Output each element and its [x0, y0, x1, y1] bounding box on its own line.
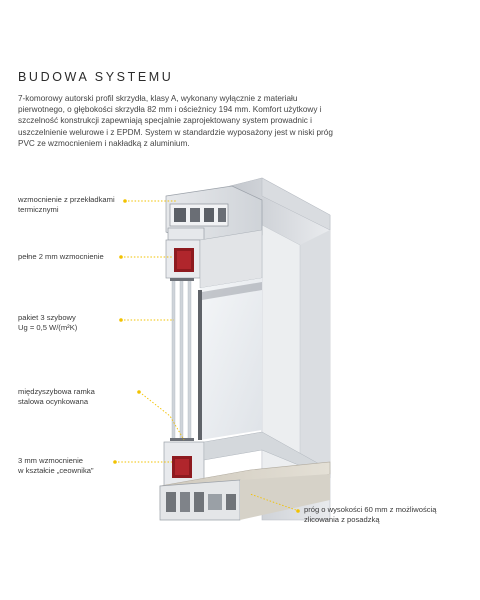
- callout-glazing-label: pakiet 3 szybowy Ug = 0,5 W/(m²K): [18, 313, 78, 332]
- callout-thermal-label: wzmocnienie z przekładkami termicznymi: [18, 195, 115, 214]
- callout-channel-label: 3 mm wzmocnienie w kształcie „ceownika”: [18, 456, 94, 475]
- callout-dot-thermal: [123, 199, 127, 203]
- triple-glazing: [170, 278, 262, 441]
- callout-reinforcement-label: pełne 2 mm wzmocnienie: [18, 252, 104, 261]
- callout-dot-glazing: [119, 318, 123, 322]
- section-title: BUDOWA SYSTEMU: [18, 70, 174, 84]
- callout-line-spacer: [142, 394, 184, 440]
- callout-threshold-label: próg o wysokości 60 mm z możliwością zlicowania z posadzką: [304, 505, 437, 524]
- system-description: 7-komorowy autorski profil skrzydła, klasy A, wykonany wyłącznie z materiału pierwotnego, o głębokości skrzydła 82 mm i ościeżnicy 194 mm. Komfort użytkowy i szczelność konstrukcji zapewniają specjalnie zaprojektowany system prowadnic i uszczelnienie welurowe i z EPDM. System w standardzie wyposażony jest w niski próg PVC ze wzmocnieniem i nakładką z aluminium.: [18, 94, 333, 148]
- callout-dot-spacer: [137, 390, 141, 394]
- callout-spacer-label: międzyszybowa ramka stalowa ocynkowana: [18, 387, 95, 406]
- callout-dot-reinforcement: [119, 255, 123, 259]
- callout-dot-channel: [113, 460, 117, 464]
- callout-dot-threshold: [296, 509, 300, 513]
